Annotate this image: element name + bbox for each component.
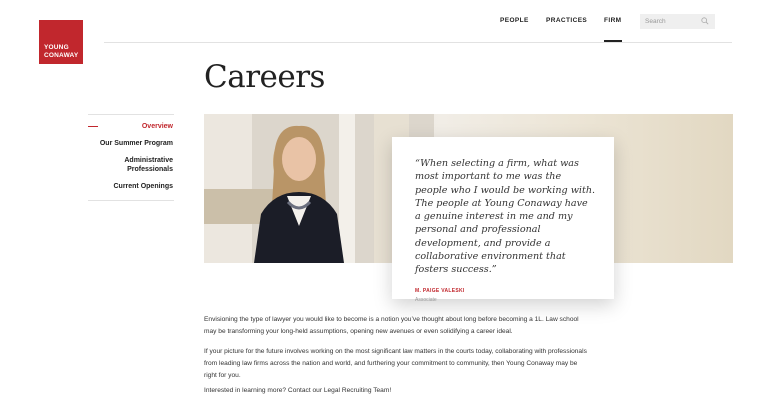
- active-indicator: [88, 126, 98, 127]
- contact-recruiting-link[interactable]: Interested in learning more? Contact our Legal Recruiting Team!: [204, 387, 392, 394]
- header-divider: [104, 42, 732, 43]
- sidebar-item-overview[interactable]: Overview: [141, 123, 173, 130]
- search-input[interactable]: [640, 14, 715, 29]
- testimonial-author: M. PAIGE VALESKI: [415, 287, 465, 294]
- sidebar-item-summer-program[interactable]: Our Summer Program: [99, 140, 173, 147]
- nav-firm[interactable]: FIRM: [604, 17, 622, 24]
- nav-people[interactable]: PEOPLE: [500, 17, 529, 24]
- intro-paragraph-2: If your picture for the future involves working on the most significant law matters in the courts today, collaborating with professionals from leading law firms across the nation and world, and furthering your commitment to community, then Young Conaway may be right for you.: [204, 348, 587, 379]
- firm-logo[interactable]: [39, 20, 83, 64]
- sidebar-item-current-openings[interactable]: Current Openings: [113, 183, 173, 190]
- testimonial-quote: “When selecting a firm, what was most important to me was the people who I would be working with. The people at Young Conaway have a genuine interest in me and my personal and professional development, and provide a collaborative environment that fosters success.”: [415, 158, 596, 276]
- page-title: Careers: [204, 59, 325, 95]
- search-placeholder: Search: [645, 18, 666, 25]
- search-icon[interactable]: [701, 17, 709, 25]
- nav-practices[interactable]: PRACTICES: [546, 17, 588, 24]
- testimonial-card: [392, 137, 614, 303]
- intro-paragraph-1: Envisioning the type of lawyer you would like to become is a notion you’ve thought about long before becoming a 1L. Law school may be transforming your long-held assumptions, opening new avenues or even solidifying a career ideal.: [204, 316, 579, 335]
- sidebar-top-divider: [88, 114, 174, 115]
- logo-line-2: CONAWAY: [44, 52, 79, 59]
- sidebar-bottom-divider: [88, 200, 174, 201]
- testimonial-role: Associate: [415, 296, 437, 303]
- sidebar-item-administrative-professionals[interactable]: Administrative Professionals: [124, 157, 173, 173]
- logo-line-1: YOUNG: [44, 44, 69, 51]
